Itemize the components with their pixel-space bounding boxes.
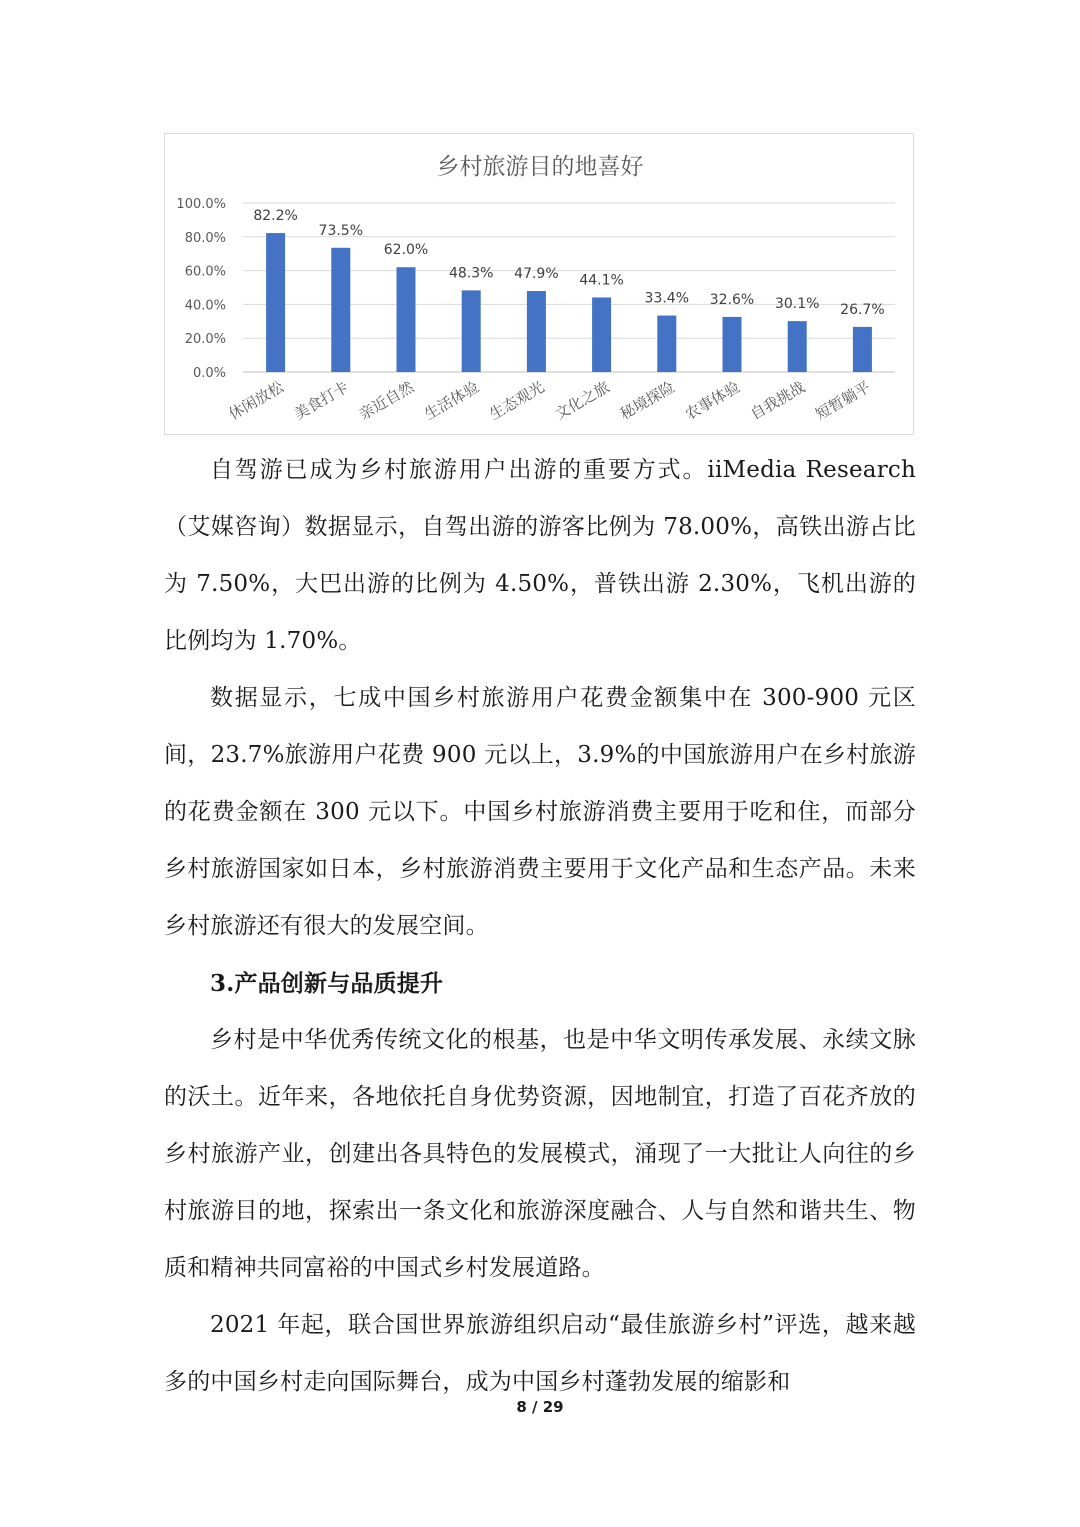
data-label: 32.6% — [709, 291, 755, 308]
x-tick-label: 休闲放松 — [225, 377, 287, 424]
x-tick-label: 农事体验 — [682, 377, 743, 424]
bar — [788, 321, 807, 372]
bar-chart — [165, 134, 915, 436]
y-tick-label: 60.0% — [184, 264, 226, 280]
data-label: 73.5% — [318, 222, 364, 239]
data-label: 33.4% — [644, 290, 690, 307]
page-number: 8 / 29 — [516, 1398, 564, 1416]
x-tick-label: 亲近自然 — [356, 377, 417, 424]
data-label: 62.0% — [383, 242, 429, 259]
data-label: 26.7% — [840, 301, 885, 318]
data-label: 30.1% — [774, 296, 820, 313]
data-label: 82.2% — [253, 208, 298, 225]
paragraph-best-villages: 2021 年起，联合国世界旅游组织启动“最佳旅游乡村”评选，越来越多的中国乡村走向国际舞台，成为中国乡村蓬勃发展的缩影和 — [164, 1312, 916, 1395]
x-tick-label: 文化之旅 — [551, 377, 613, 424]
bar-chart-frame — [164, 133, 914, 435]
bar — [723, 317, 742, 372]
paragraph-spending: 数据显示，七成中国乡村旅游用户花费金额集中在 300-900 元区间，23.7%旅游用户花费 900 元以上，3.9%的中国旅游用户在乡村旅游的花费金额在 300 元以下。中国乡村旅游消费主要用于吃和住，而部分乡村旅游国家如日本，乡村旅游消费主要用于文化产品和生态产品。未来乡村旅游还有很大的发展空间。 — [164, 685, 916, 939]
data-label: 47.9% — [514, 266, 559, 283]
paragraph-self-driving: 自驾游已成为乡村旅游用户出游的重要方式。iiMedia Research（艾媒咨询）数据显示，自驾出游的游客比例为 78.00%，高铁出游占比为 7.50%，大巴出游的比例为 4.50%，普铁出游 2.30%，飞机出游的比例均为 1.70%。 — [164, 457, 916, 654]
bar — [853, 327, 872, 372]
paragraph-rural-culture: 乡村是中华优秀传统文化的根基，也是中华文明传承发展、永续文脉的沃土。近年来，各地依托自身优势资源，因地制宜，打造了百花齐放的乡村旅游产业，创建出各具特色的发展模式，涌现了一大批让人向往的乡村旅游目的地，探索出一条文化和旅游深度融合、人与自然和谐共生、物质和精神共同富裕的中国式乡村发展道路。 — [164, 1027, 916, 1281]
x-tick-label: 秘境探险 — [616, 377, 678, 424]
y-tick-label: 100.0% — [176, 197, 226, 212]
bar — [462, 290, 481, 372]
bar — [657, 316, 676, 372]
x-tick-label: 自我挑战 — [747, 377, 809, 424]
x-tick-label: 美食打卡 — [290, 377, 352, 424]
data-label: 44.1% — [579, 272, 624, 289]
bar — [266, 233, 285, 372]
bar — [397, 267, 416, 372]
x-tick-label: 短暂躺平 — [812, 377, 874, 424]
bar — [592, 297, 611, 372]
y-tick-label: 20.0% — [184, 332, 226, 348]
x-tick-label: 生活体验 — [421, 377, 483, 424]
y-tick-label: 80.0% — [184, 230, 226, 246]
y-tick-label: 40.0% — [184, 298, 226, 314]
body-text — [164, 442, 916, 1411]
x-tick-label: 生态观光 — [486, 377, 548, 424]
bar — [527, 291, 546, 372]
bar — [331, 248, 350, 372]
data-label: 48.3% — [448, 265, 494, 282]
section-heading: 3.产品创新与品质提升 — [210, 970, 444, 997]
y-tick-label: 0.0% — [192, 366, 226, 381]
chart-title: 乡村旅游目的地喜好 — [436, 154, 644, 180]
